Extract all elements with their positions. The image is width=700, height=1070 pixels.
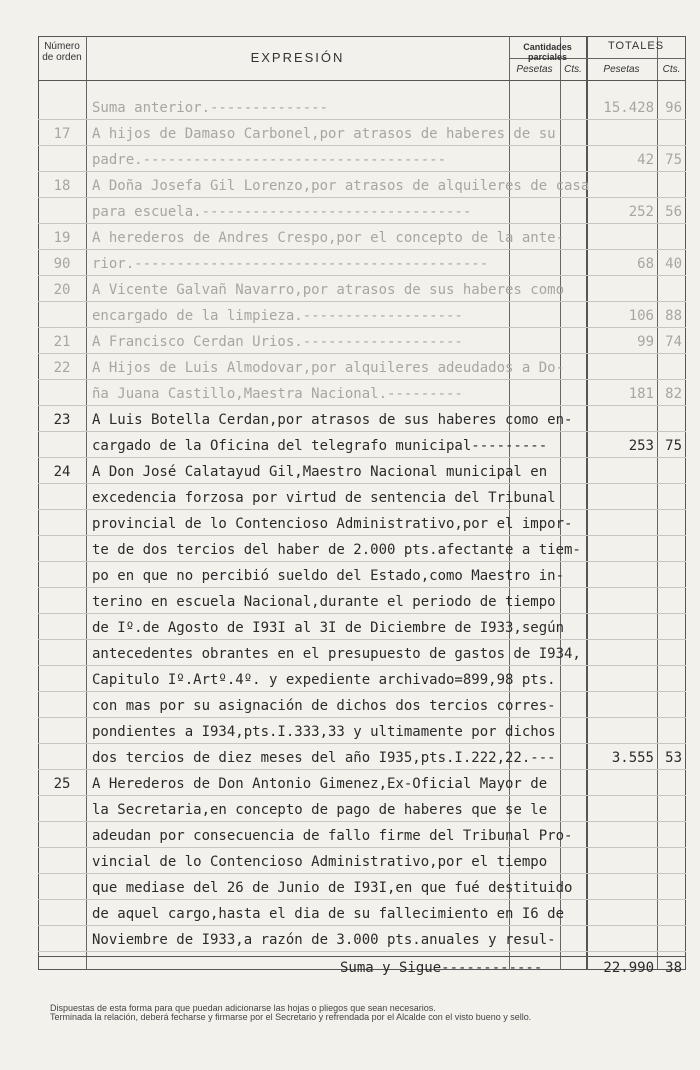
row-text: pondientes a I934,pts.I.333,33 y ultimamente por dichos bbox=[92, 724, 556, 740]
row-total-cts: 75 bbox=[665, 438, 682, 454]
header-pesetas-totales: Pesetas bbox=[603, 64, 640, 75]
row-text: Capitulo Iº.Artº.4º. y expediente archivado=899,98 pts. bbox=[92, 672, 556, 688]
header-cantidades-parciales: Cantidades parciales bbox=[523, 42, 572, 62]
ruled-line bbox=[38, 925, 686, 926]
row-total-pesetas: 68 bbox=[637, 256, 654, 272]
row-text: te de dos tercios del haber de 2.000 pts.afectante a tiem- bbox=[92, 542, 581, 558]
row-total-pesetas: 106 bbox=[628, 308, 654, 324]
row-total-cts: 56 bbox=[665, 204, 682, 220]
ruled-line bbox=[38, 145, 686, 146]
ruled-line bbox=[38, 405, 686, 406]
header-cts-totales: Cts. bbox=[662, 64, 681, 75]
ruled-line bbox=[38, 379, 686, 380]
row-text: ña Juana Castillo,Maestra Nacional.--------- bbox=[92, 386, 463, 402]
row-total-cts: 40 bbox=[665, 256, 682, 272]
row-total-pesetas: 42 bbox=[637, 152, 654, 168]
ruled-line bbox=[38, 821, 686, 822]
row-number: 17 bbox=[53, 126, 71, 142]
ruled-line bbox=[38, 457, 686, 458]
row-text: A Doña Josefa Gil Lorenzo,por atrasos de alquileres de casa bbox=[92, 178, 590, 194]
ruled-line bbox=[38, 301, 686, 302]
row-total-cts: 75 bbox=[665, 152, 682, 168]
ruled-line bbox=[38, 171, 686, 172]
ruled-line bbox=[38, 327, 686, 328]
row-total-pesetas: 252 bbox=[628, 204, 654, 220]
row-text: la Secretaria,en concepto de pago de haberes que se le bbox=[92, 802, 548, 818]
ruled-line bbox=[38, 509, 686, 510]
row-total-cts: 82 bbox=[665, 386, 682, 402]
header-numero-orden: Número de orden bbox=[42, 41, 82, 63]
ruled-line bbox=[38, 899, 686, 900]
row-text: rior.------------------------------------------ bbox=[92, 256, 489, 272]
row-total-pesetas: 253 bbox=[628, 438, 654, 454]
row-text: para escuela.-------------------------------- bbox=[92, 204, 472, 220]
ruled-line bbox=[38, 587, 686, 588]
row-text: A Herederos de Don Antonio Gimenez,Ex-Oficial Mayor de bbox=[92, 776, 548, 792]
ruled-line bbox=[38, 665, 686, 666]
header-bottom-rule bbox=[38, 80, 686, 81]
row-number: 25 bbox=[53, 776, 71, 792]
row-text: Noviembre de I933,a razón de 3.000 pts.anuales y resul- bbox=[92, 932, 556, 948]
row-total-pesetas: 3.555 bbox=[611, 750, 654, 766]
row-total-cts: 74 bbox=[665, 334, 682, 350]
row-number: 90 bbox=[53, 256, 71, 272]
suma-sigue-label: Suma y Sigue------------ bbox=[340, 960, 543, 976]
row-total-cts: 53 bbox=[665, 750, 682, 766]
row-text: de aquel cargo,hasta el dia de su fallecimiento en I6 de bbox=[92, 906, 565, 922]
footer-line-2: Terminada la relación, deberá fecharse y firmarse por el Secretario y refrendada por el Alcalde con el visto bueno y sello. bbox=[50, 1012, 532, 1022]
row-text: de Iº.de Agosto de I93I al 3I de Diciembre de I933,según bbox=[92, 620, 565, 636]
ruled-line bbox=[38, 197, 686, 198]
row-number: 24 bbox=[53, 464, 71, 480]
col-divider-totales-cts bbox=[657, 36, 658, 970]
row-text: A Hijos de Luis Almodovar,por alquileres adeudados a Do- bbox=[92, 360, 565, 376]
total-rule bbox=[38, 956, 686, 957]
row-total-cts: 96 bbox=[665, 100, 682, 116]
header-cts-parciales: Cts. bbox=[564, 64, 582, 75]
ruled-line bbox=[38, 275, 686, 276]
footer-line-1: Dispuestas de esta forma para que puedan adicionarse las hojas o pliegos que sean necesarios. bbox=[50, 1003, 436, 1013]
col-divider-num bbox=[86, 36, 87, 970]
row-total-pesetas: 99 bbox=[637, 334, 654, 350]
row-text: excedencia forzosa por virtud de sentencia del Tribunal bbox=[92, 490, 556, 506]
row-text: Suma anterior.-------------- bbox=[92, 100, 329, 116]
ruled-line bbox=[38, 431, 686, 432]
row-text: padre.------------------------------------ bbox=[92, 152, 447, 168]
row-text: que mediase del 26 de Junio de I93I,en que fué destituido bbox=[92, 880, 573, 896]
row-number: 19 bbox=[53, 230, 71, 246]
row-total-pesetas: 15.428 bbox=[603, 100, 654, 116]
row-text: A herederos de Andres Crespo,por el concepto de la ante- bbox=[92, 230, 565, 246]
ruled-line bbox=[38, 223, 686, 224]
row-total-cts: 88 bbox=[665, 308, 682, 324]
row-total-pesetas: 181 bbox=[628, 386, 654, 402]
row-text: dos tercios de diez meses del año I935,pts.I.222,22.--- bbox=[92, 750, 556, 766]
row-number: 21 bbox=[53, 334, 71, 350]
ruled-line bbox=[38, 743, 686, 744]
row-number: 18 bbox=[53, 178, 71, 194]
suma-sigue-cts: 38 bbox=[665, 960, 682, 976]
ruled-line bbox=[38, 873, 686, 874]
row-text: A hijos de Damaso Carbonel,por atrasos de haberes de su bbox=[92, 126, 556, 142]
ruled-line bbox=[38, 847, 686, 848]
ruled-line bbox=[38, 353, 686, 354]
ruled-line bbox=[38, 535, 686, 536]
ruled-line bbox=[38, 769, 686, 770]
suma-sigue-pesetas: 22.990 bbox=[603, 960, 654, 976]
row-number: 23 bbox=[53, 412, 71, 428]
ruled-line bbox=[38, 119, 686, 120]
ruled-line bbox=[38, 691, 686, 692]
row-text: provincial de lo Contencioso Administrativo,por el impor- bbox=[92, 516, 573, 532]
ruled-line bbox=[38, 483, 686, 484]
ruled-line bbox=[38, 613, 686, 614]
header-pesetas-parciales: Pesetas bbox=[516, 64, 553, 75]
header-expresion: EXPRESIÓN bbox=[250, 50, 345, 65]
ruled-line bbox=[38, 561, 686, 562]
row-text: cargado de la Oficina del telegrafo municipal--------- bbox=[92, 438, 548, 454]
ruled-line bbox=[38, 717, 686, 718]
row-text: A Don José Calatayud Gil,Maestro Nacional municipal en bbox=[92, 464, 548, 480]
row-text: adeudan por consecuencia de fallo firme del Tribunal Pro- bbox=[92, 828, 573, 844]
row-text: A Vicente Galvañ Navarro,por atrasos de sus haberes como bbox=[92, 282, 565, 298]
row-text: po en que no percibió sueldo del Estado,como Maestro in- bbox=[92, 568, 565, 584]
row-number: 20 bbox=[53, 282, 71, 298]
ruled-line bbox=[38, 951, 686, 952]
row-text: terino en escuela Nacional,durante el periodo de tiempo bbox=[92, 594, 556, 610]
row-number: 22 bbox=[53, 360, 71, 376]
row-text: con mas por su asignación de dichos dos tercios corres- bbox=[92, 698, 556, 714]
ruled-line bbox=[38, 795, 686, 796]
row-text: antecedentes obrantes en el presupuesto de gastos de I934, bbox=[92, 646, 581, 662]
header-totales: TOTALES bbox=[607, 40, 665, 52]
ruled-line bbox=[38, 639, 686, 640]
ruled-line bbox=[38, 249, 686, 250]
col-divider-totales bbox=[586, 36, 588, 970]
row-text: A Luis Botella Cerdan,por atrasos de sus haberes como en- bbox=[92, 412, 573, 428]
row-text: A Francisco Cerdan Urios.------------------- bbox=[92, 334, 463, 350]
row-text: encargado de la limpieza.------------------- bbox=[92, 308, 463, 324]
row-text: vincial de lo Contencioso Administrativo,por el tiempo bbox=[92, 854, 548, 870]
